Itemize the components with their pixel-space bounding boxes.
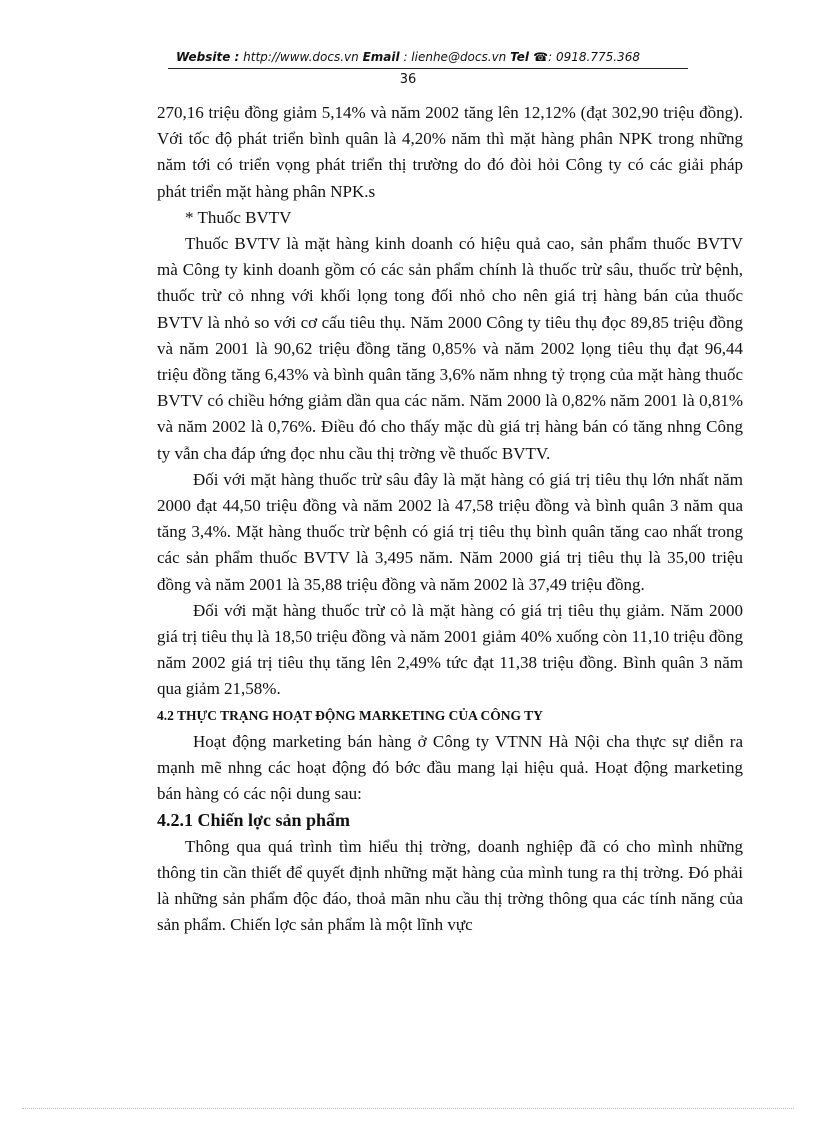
- page-bottom-divider: [22, 1108, 794, 1109]
- paragraph: 270,16 triệu đồng giảm 5,14% và năm 2002 tăng lên 12,12% (đạt 302,90 triệu đồng). Với tốc độ phát triển bình quân là 4,20% năm thì mặt hàng phân NPK trong những năm tới có triển vọng phát triển thị trường do đó đòi hỏi Công ty có các giải pháp phát triển mặt hàng phân NPK.s: [157, 103, 743, 201]
- website-link[interactable]: http://www.docs.vn: [243, 50, 359, 64]
- section-heading: 4.2 THỰC TRẠNG HOẠT ĐỘNG MARKETING CỦA CÔNG TY: [157, 707, 543, 723]
- page-number: 36: [399, 72, 417, 87]
- tel-value: : 0918.775.368: [548, 50, 640, 64]
- paragraph: Đối với mặt hàng thuốc trừ sâu đây là mặt hàng có giá trị tiêu thụ lớn nhất năm 2000 đạt 44,50 triệu đồng và năm 2002 là 47,58 triệu đồng và bình quân 3 năm qua tăng 3,4%. Mặt hàng thuốc trừ bệnh có giá trị tiêu thụ bình quân tăng cao nhất trong các sản phẩm thuốc BVTV là 3,495 năm. Năm 2000 giá trị tiêu thụ là 35,00 triệu đồng và năm 2001 là 35,88 triệu đồng và năm 2002 là 37,49 triệu đồng.: [157, 469, 743, 594]
- paragraph: Thuốc BVTV là mặt hàng kinh doanh có hiệu quả cao, sản phẩm thuốc BVTV mà Công ty kinh doanh gồm có các sản phẩm chính là thuốc trừ sâu, thuốc trừ bệnh, thuốc trừ cỏ nhng với khối lọng tong đối nhỏ cho nên giá trị hàng bán của thuốc BVTV là nhỏ so với cơ cấu tiêu thụ. Năm 2000 Công ty tiêu thụ đọc 89,85 triệu đồng và năm 2001 là 90,62 triệu đồng tăng 0,85% và năm 2002 lọng tiêu thụ đạt 96,44 triệu đồng tăng 6,43% và bình quân tăng 3,6% năm nhng tỷ trọng của mặt hàng thuốc BVTV có chiều hớng giảm dần qua các năm. Năm 2000 là 0,82% năm 2001 là 0,81% và năm 2002 là 0,76%. Điều đó cho thấy mặc dù giá trị hàng bán có tăng nhng Công ty vẫn cha đáp ứng đọc nhu cầu thị trờng về thuốc BVTV.: [157, 234, 743, 463]
- subsection-heading: 4.2.1 Chiến lợc sản phẩm: [157, 810, 350, 831]
- subheading-bvtv: * Thuốc BVTV: [185, 207, 292, 227]
- header-divider: [168, 68, 688, 69]
- document-body: [157, 100, 743, 939]
- email-label: Email: [362, 50, 400, 64]
- page-header: [0, 50, 816, 64]
- paragraph: Hoạt động marketing bán hàng ở Công ty VTNN Hà Nội cha thực sự diễn ra mạnh mẽ nhng các hoạt động đó bớc đầu mang lại hiệu quả. Hoạt động marketing bán hàng có các nội dung sau:: [157, 731, 743, 804]
- tel-label: Tel ☎: [510, 50, 549, 64]
- paragraph: Thông qua quá trình tìm hiểu thị trờng, doanh nghiệp đã có cho mình những thông tin cần thiết để quyết định những mặt hàng của mình tung ra thị trờng. Đó phải là những sản phẩm độc đáo, thoả mãn nhu cầu thị trờng thông qua các tính năng của sản phẩm. Chiến lợc sản phẩm là một lĩnh vực: [157, 836, 743, 935]
- email-link[interactable]: : lienhe@docs.vn: [403, 50, 507, 64]
- website-label: Website :: [176, 50, 240, 64]
- paragraph: Đối với mặt hàng thuốc trừ cỏ là mặt hàng có giá trị tiêu thụ giảm. Năm 2000 giá trị tiêu thụ là 18,50 triệu đồng và năm 2001 giảm 40% xuống còn 11,10 triệu đồng năm 2002 giá trị tiêu thụ tăng lên 2,49% tức đạt 11,38 triệu đồng. Bình quân 3 năm qua giảm 21,58%.: [157, 600, 743, 699]
